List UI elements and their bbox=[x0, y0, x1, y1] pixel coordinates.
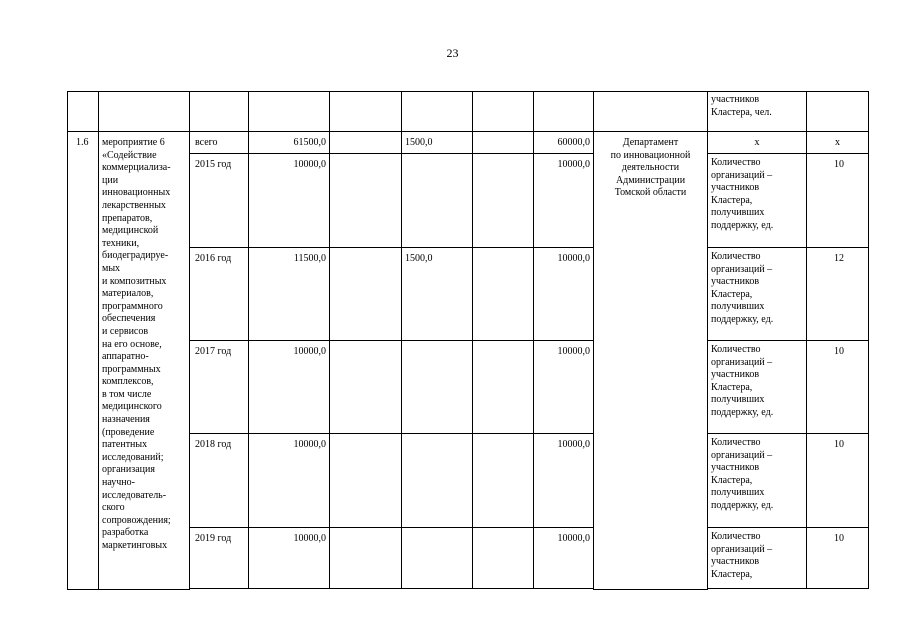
indicator-text: Количество организаций – участников Кластера, получивших поддержку, ед. bbox=[711, 251, 774, 325]
value-cell bbox=[807, 341, 869, 434]
col-c-value bbox=[405, 341, 469, 346]
indicator-value: 10 bbox=[834, 533, 844, 544]
col-c-value: 1500,0 bbox=[405, 137, 433, 148]
col-c-value bbox=[405, 528, 469, 533]
col-c-value: 1500,0 bbox=[405, 253, 433, 264]
total-value: 10000,0 bbox=[293, 159, 326, 170]
cont-cell-d bbox=[473, 92, 534, 132]
period-cell bbox=[190, 132, 249, 154]
col-e-value: 10000,0 bbox=[557, 439, 590, 450]
value-cell bbox=[807, 528, 869, 589]
indicator-value: х bbox=[835, 137, 840, 148]
indicator-text: х bbox=[754, 137, 760, 148]
cont-cell-total bbox=[249, 92, 330, 132]
col-c-value bbox=[405, 434, 469, 439]
item-number-cell bbox=[68, 132, 99, 590]
period-label: 2018 год bbox=[195, 439, 232, 450]
col-b-cell bbox=[330, 341, 402, 434]
indicator-text: Количество организаций – участников Кластера, bbox=[711, 531, 773, 580]
total-value: 11500,0 bbox=[293, 253, 326, 264]
indicator-cell bbox=[708, 341, 807, 434]
cont-cell-b bbox=[330, 92, 402, 132]
col-e-value: 10000,0 bbox=[557, 159, 590, 170]
period-cell bbox=[190, 248, 249, 341]
col-e-cell bbox=[534, 132, 594, 154]
col-e-value: 10000,0 bbox=[557, 253, 590, 264]
period-label: 2016 год bbox=[195, 253, 232, 264]
period-cell bbox=[190, 528, 249, 589]
col-e-value: 60000,0 bbox=[557, 137, 590, 148]
item-number: 1.6 bbox=[76, 137, 89, 148]
col-b-value bbox=[333, 341, 398, 346]
col-d-cell bbox=[473, 154, 534, 248]
col-d-cell bbox=[473, 434, 534, 528]
event-name: мероприятие 6 «Содействие коммерциализа- ции инновационных лекарственных препаратов, медицинской техники, биодеградируе- мых и композитных материалов, программного обеспечения и сервисов на его основе, аппаратно- программных комплексов, в том числе медицинского назначения (проведение патентных исследований; организация научно- исследователь- ского сопровождения; разработка маркетинговых bbox=[102, 137, 171, 551]
indicator-cell bbox=[708, 528, 807, 589]
col-c-value bbox=[405, 154, 469, 159]
indicator-text: Количество организаций – участников Кластера, получивших поддержку, ед. bbox=[711, 344, 774, 418]
cont-cell-department bbox=[594, 92, 708, 132]
value-cell bbox=[807, 434, 869, 528]
period-cell bbox=[190, 434, 249, 528]
period-label: 2015 год bbox=[195, 159, 232, 170]
cont-cell-value bbox=[807, 92, 869, 132]
total-value: 10000,0 bbox=[293, 533, 326, 544]
col-c-cell bbox=[402, 528, 473, 589]
col-b-cell bbox=[330, 154, 402, 248]
col-b-value bbox=[333, 248, 398, 253]
cont-cell-name bbox=[99, 92, 190, 132]
col-c-cell bbox=[402, 341, 473, 434]
indicator-cell bbox=[708, 434, 807, 528]
col-e-cell bbox=[534, 154, 594, 248]
department-name: Департамент по инновационной деятельности Администрации Томской области bbox=[610, 137, 691, 199]
indicator-value: 10 bbox=[834, 346, 844, 357]
col-b-cell bbox=[330, 528, 402, 589]
col-b-value bbox=[333, 132, 398, 137]
indicator-cell bbox=[708, 248, 807, 341]
col-d-cell bbox=[473, 132, 534, 154]
col-d-cell bbox=[473, 341, 534, 434]
total-cell bbox=[249, 434, 330, 528]
cont-cell-number bbox=[68, 92, 99, 132]
col-b-cell bbox=[330, 132, 402, 154]
col-e-cell bbox=[534, 434, 594, 528]
col-b-cell bbox=[330, 434, 402, 528]
item-name-cell bbox=[99, 132, 190, 590]
col-c-cell bbox=[402, 248, 473, 341]
indicator-text: Количество организаций – участников Кластера, получивших поддержку, ед. bbox=[711, 437, 774, 511]
col-e-value: 10000,0 bbox=[557, 533, 590, 544]
col-e-cell bbox=[534, 248, 594, 341]
col-c-cell bbox=[402, 434, 473, 528]
indicator-cell bbox=[708, 154, 807, 248]
period-label: всего bbox=[195, 137, 218, 148]
cont-cell-indicator bbox=[708, 92, 807, 132]
total-cell bbox=[249, 341, 330, 434]
col-c-cell bbox=[402, 154, 473, 248]
total-value: 10000,0 bbox=[293, 439, 326, 450]
col-d-value bbox=[476, 528, 530, 533]
indicator-cell bbox=[708, 132, 807, 154]
col-d-cell bbox=[473, 248, 534, 341]
indicator-value: 10 bbox=[834, 159, 844, 170]
period-cell bbox=[190, 341, 249, 434]
col-d-cell bbox=[473, 528, 534, 589]
total-value: 10000,0 bbox=[293, 346, 326, 357]
department-cell bbox=[594, 132, 708, 590]
value-cell bbox=[807, 154, 869, 248]
value-cell bbox=[807, 248, 869, 341]
budget-table bbox=[67, 91, 869, 590]
col-d-value bbox=[476, 434, 530, 439]
total-cell bbox=[249, 248, 330, 341]
col-d-value bbox=[476, 132, 530, 137]
col-e-cell bbox=[534, 528, 594, 589]
total-cell bbox=[249, 132, 330, 154]
total-cell bbox=[249, 528, 330, 589]
total-value: 61500,0 bbox=[293, 137, 326, 148]
page-number: 23 bbox=[446, 46, 459, 60]
period-label: 2017 год bbox=[195, 346, 232, 357]
col-b-cell bbox=[330, 248, 402, 341]
continuation-row bbox=[68, 92, 869, 132]
col-b-value bbox=[333, 528, 398, 533]
col-d-value bbox=[476, 248, 530, 253]
col-b-value bbox=[333, 154, 398, 159]
indicator-text: Количество организаций – участников Кластера, получивших поддержку, ед. bbox=[711, 157, 774, 231]
value-cell bbox=[807, 132, 869, 154]
total-cell bbox=[249, 154, 330, 248]
cont-cell-c bbox=[402, 92, 473, 132]
col-c-cell bbox=[402, 132, 473, 154]
col-d-value bbox=[476, 154, 530, 159]
col-b-value bbox=[333, 434, 398, 439]
col-e-value: 10000,0 bbox=[557, 346, 590, 357]
cont-indicator-text: участников Кластера, чел. bbox=[711, 94, 772, 118]
indicator-value: 12 bbox=[834, 253, 844, 264]
cont-cell-e bbox=[534, 92, 594, 132]
cont-cell-period bbox=[190, 92, 249, 132]
period-cell bbox=[190, 154, 249, 248]
col-d-value bbox=[476, 341, 530, 346]
period-label: 2019 год bbox=[195, 533, 232, 544]
indicator-value: 10 bbox=[834, 439, 844, 450]
col-e-cell bbox=[534, 341, 594, 434]
table-row bbox=[68, 132, 869, 154]
